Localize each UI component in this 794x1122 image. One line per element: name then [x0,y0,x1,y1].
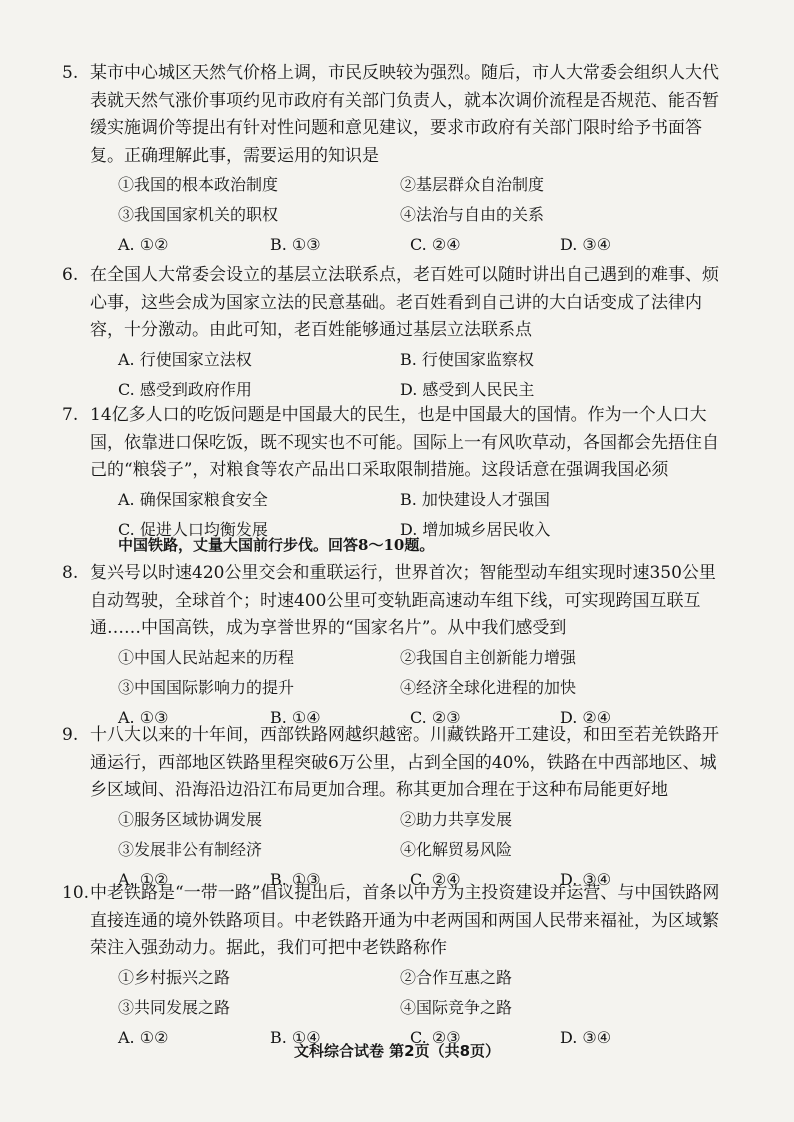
question-10 [62,880,722,1053]
statement: ④化解贸易风险 [400,839,513,859]
option-d: D. ②④ [560,707,612,727]
statement: ④国际竞争之路 [400,997,513,1017]
statement: ①中国人民站起来的历程 [118,647,295,667]
statement: ①我国的根本政治制度 [118,175,279,194]
question-stem: 十八大以来的十年间，西部铁路网越织越密。川藏铁路开工建设，和田至若羌铁路开通运行，西部地区铁路里程突破6万公里，占到全国的40%，铁路在中西部地区、城乡区域间、沿海沿边沿江布局更加合理。称其更加合理在于这种布局能更好地 [90,725,719,800]
question-number: 10. [62,883,90,903]
statement: ③中国国际影响力的提升 [118,677,295,697]
option-d: D. ③④ [560,869,612,889]
statement: ③共同发展之路 [118,997,231,1017]
question-8 [62,560,722,733]
option-a: A. ①② [118,1027,169,1047]
question-5 [62,60,722,260]
statement: ①服务区域协调发展 [118,809,263,829]
option-d: D. 感受到人民民主 [400,379,535,399]
option-d: D. ③④ [560,235,612,254]
option-c: C. 促进人口均衡发展 [118,519,268,539]
statement-row [90,673,722,703]
question-stem: 在全国人大常委会设立的基层立法联系点，老百姓可以随时讲出自己遇到的难事、烦心事，这些会成为国家立法的民意基础。老百姓看到自己讲的大白话变成了法律内容，十分激动。由此可知，老百姓能够通过基层立法联系点 [90,265,719,340]
question-number: 8. [62,563,79,583]
option-row [90,375,722,405]
option-c: C. 感受到政府作用 [118,379,252,399]
question-number: 5. [62,63,79,83]
option-row [90,485,722,515]
statement: ①乡村振兴之路 [118,967,231,987]
option-d: D. 增加城乡居民收入 [400,519,551,539]
statement-row [90,835,722,865]
statement-row [90,993,722,1023]
option-b: B. 行使国家监察权 [400,349,534,369]
statement-row [90,170,722,200]
statement-row [90,805,722,835]
question-number: 9. [62,725,79,745]
option-a: A. ①③ [118,707,169,727]
statement: ④经济全球化进程的加快 [400,677,577,697]
question-6 [62,262,722,405]
question-number: 6. [62,265,79,285]
question-7 [62,402,722,545]
statement: ②助力共享发展 [400,809,513,829]
option-c: C. ②③ [410,1027,461,1047]
option-row [90,345,722,375]
option-a: A. 确保国家粮食安全 [118,489,268,509]
option-a: A. 行使国家立法权 [118,349,252,369]
option-b: B. ①③ [270,869,321,889]
option-b: B. ①④ [270,1027,321,1047]
question-stem: 14亿多人口的吃饭问题是中国最大的民生，也是中国最大的国情。作为一个人口大国，依靠进口保吃饭，既不现实也不可能。国际上一有风吹草动，各国都会先捂住自己的“粮袋子”，对粮食等农产品出口采取限制措施。这段话意在强调我国必须 [90,405,719,480]
statement: ③我国国家机关的职权 [118,205,279,224]
statement: ④法治与自由的关系 [400,205,545,224]
statement-row [90,200,722,230]
option-d: D. ③④ [560,1027,612,1047]
question-number: 7. [62,405,79,425]
option-c: C. ②③ [410,707,461,727]
option-row [90,230,722,260]
option-a: A. ①② [118,869,169,889]
section-intro: 中国铁路，丈量大国前行步伐。回答8～10题。 [118,536,435,554]
option-a: A. ①② [118,235,169,254]
option-c: C. ②④ [410,869,461,889]
option-c: C. ②④ [410,235,461,254]
page-footer: 文科综合试卷 第2页（共8页） [293,1042,501,1060]
statement-row [90,643,722,673]
option-b: B. 加快建设人才强国 [400,489,550,509]
question-stem: 某市中心城区天然气价格上调，市民反映较为强烈。随后，市人大常委会组织人大代表就天然气涨价事项约见市政府有关部门负责人，就本次调价流程是否规范、能否暂缓实施调价等提出有针对性问题和意见建议，要求市政府有关部门限时给予书面答复。正确理解此事，需要运用的知识是 [90,63,719,166]
question-stem: 复兴号以时速420公里交会和重联运行，世界首次；智能型动车组实现时速350公里自动驾驶，全球首个；时速400公里可变轨距高速动车组下线，可实现跨国互联互通……中国高铁，成为享誉世界的“国家名片”。从中我们感受到 [90,563,716,638]
statement: ②我国自主创新能力增强 [400,647,577,667]
statement-row [90,963,722,993]
statement: ②基层群众自治制度 [400,175,545,194]
option-b: B. ①④ [270,707,321,727]
option-b: B. ①③ [270,235,321,254]
statement: ③发展非公有制经济 [118,839,263,859]
statement: ②合作互惠之路 [400,967,513,987]
question-stem: 中老铁路是“一带一路”倡议提出后，首条以中方为主投资建设并运营、与中国铁路网直接连通的境外铁路项目。中老铁路开通为中老两国和两国人民带来福祉，为区域繁荣注入强劲动力。据此，我们可把中老铁路称作 [90,883,720,958]
